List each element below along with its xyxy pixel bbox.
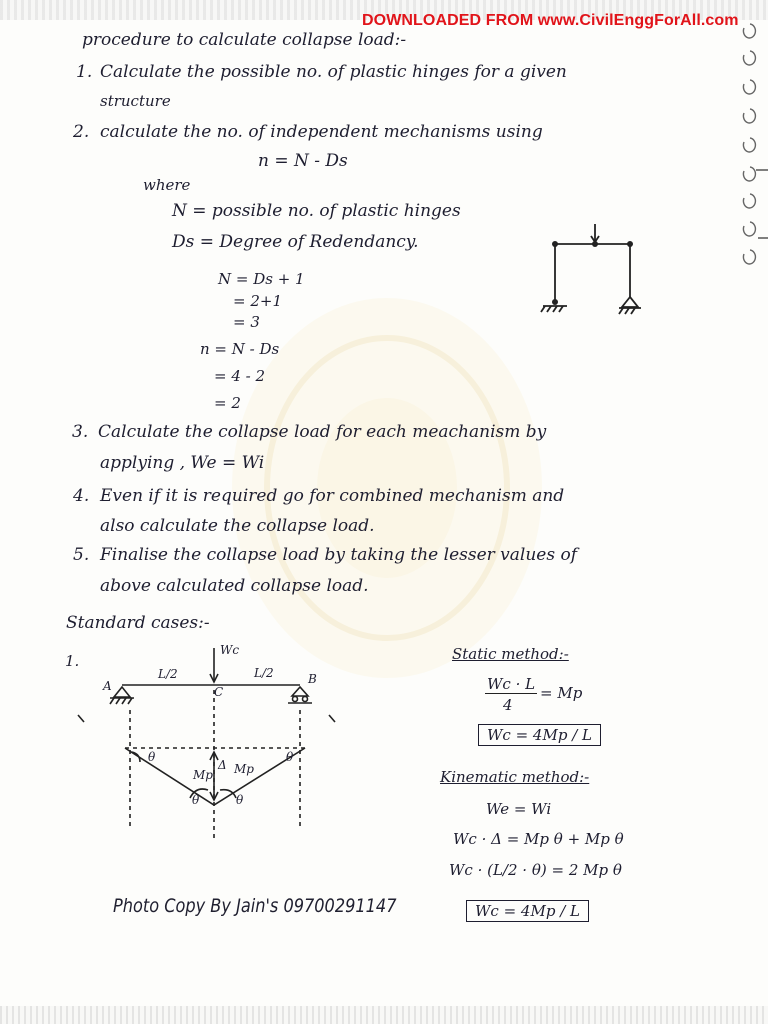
portal-frame-sketch xyxy=(535,222,645,322)
static-eq-denominator: 4 xyxy=(503,696,513,714)
step-2-number: 2. xyxy=(73,122,90,142)
step-2-text: calculate the no. of independent mechanisms using xyxy=(100,122,543,142)
scan-bottom-edge xyxy=(0,1006,768,1024)
simply-supported-beam-diagram xyxy=(70,640,370,850)
deflection-label: Δ xyxy=(218,758,227,772)
kinematic-eq-1: We = Wi xyxy=(486,800,552,818)
download-banner: DOWNLOADED FROM www.CivilEnggForAll.com xyxy=(362,12,739,29)
step-4-text-cont: also calculate the collapse load. xyxy=(100,516,375,536)
photocopy-stamp: Photo Copy By Jain's 09700291147 xyxy=(113,895,397,917)
beam-load-label: Wc xyxy=(220,643,240,657)
where-label: where xyxy=(143,176,191,194)
calc-line-5: = 4 - 2 xyxy=(214,367,266,385)
kinematic-method-title: Kinematic method:- xyxy=(440,768,590,786)
step-5-number: 5. xyxy=(73,545,90,565)
calc-line-3: = 3 xyxy=(233,313,260,331)
step-1-text: Calculate the possible no. of plastic hinges for a given xyxy=(100,62,567,82)
kinematic-eq-2: Wc · Δ = Mp θ + Mp θ xyxy=(453,830,624,848)
hinge-rotation-left-label: θ xyxy=(192,793,200,807)
beam-left-span-label: L/2 xyxy=(158,667,178,681)
static-method-title: Static method:- xyxy=(452,645,569,663)
definition-Ds: Ds = Degree of Redendancy. xyxy=(172,232,419,252)
calc-line-4: n = N - Ds xyxy=(200,340,280,358)
static-result-box: Wc = 4Mp / L xyxy=(478,724,601,746)
static-eq-numerator: Wc · L xyxy=(487,675,536,693)
mechanism-formula: n = N - Ds xyxy=(258,151,348,171)
hinge-rotation-right-label: θ xyxy=(236,793,244,807)
step-3-text-cont: applying , We = Wi xyxy=(100,453,265,473)
step-1-text-cont: structure xyxy=(100,92,171,110)
case-number: 1. xyxy=(65,652,80,670)
step-5-text-cont: above calculated collapse load. xyxy=(100,576,369,596)
moment-left-label: Mp xyxy=(193,768,213,782)
step-3-text: Calculate the collapse load for each meachanism by xyxy=(98,422,547,442)
moment-right-label: Mp xyxy=(234,762,254,776)
beam-right-span-label: L/2 xyxy=(254,666,274,680)
step-4-text: Even if it is required go for combined mechanism and xyxy=(100,486,565,506)
midspan-C-label: C xyxy=(214,685,224,699)
calc-line-6: = 2 xyxy=(214,394,241,412)
calc-line-2: = 2+1 xyxy=(233,292,282,310)
static-eq-rhs: = Mp xyxy=(540,684,583,702)
kinematic-result-box: Wc = 4Mp / L xyxy=(466,900,589,922)
rotation-right-label: θ xyxy=(286,750,294,764)
support-A-label: A xyxy=(103,679,112,693)
binder-rings xyxy=(708,0,768,300)
standard-cases-heading: Standard cases:- xyxy=(66,613,210,633)
step-4-number: 4. xyxy=(73,486,90,506)
step-1-number: 1. xyxy=(76,62,93,82)
kinematic-eq-3: Wc · (L/2 · θ) = 2 Mp θ xyxy=(449,861,622,879)
definition-N: N = possible no. of plastic hinges xyxy=(172,201,461,221)
rotation-left-label: θ xyxy=(148,750,156,764)
step-3-number: 3. xyxy=(72,422,89,442)
calc-line-1: N = Ds + 1 xyxy=(218,270,305,288)
support-B-label: B xyxy=(308,672,317,686)
procedure-heading: procedure to calculate collapse load:- xyxy=(82,30,407,50)
step-5-text: Finalise the collapse load by taking the lesser values of xyxy=(100,545,578,565)
